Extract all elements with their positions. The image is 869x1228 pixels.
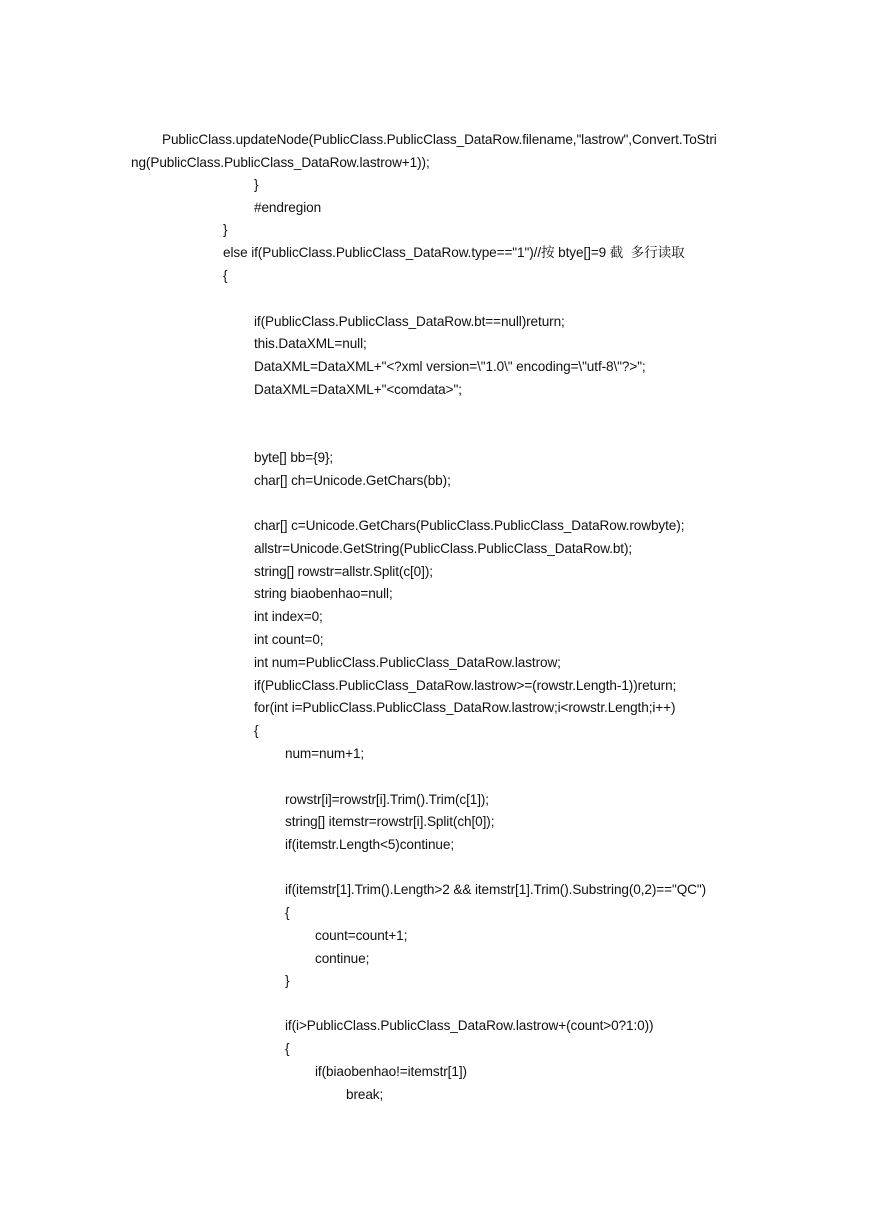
code-line-12: byte[] bb={9}; — [254, 450, 334, 465]
code-line-32: } — [285, 973, 290, 988]
code-line-14: char[] c=Unicode.GetChars(PublicClass.PublicClass_DataRow.rowbyte); — [254, 518, 685, 533]
code-line-9: this.DataXML=null; — [254, 336, 367, 351]
code-line-29: { — [285, 905, 290, 920]
code-line-19: int count=0; — [254, 632, 324, 647]
code-line-17: string biaobenhao=null; — [254, 586, 393, 601]
code-line-33: if(i>PublicClass.PublicClass_DataRow.lastrow+(count>0?1:0)) — [285, 1018, 654, 1033]
code-line-23: { — [254, 723, 259, 738]
code-line-34: { — [285, 1041, 290, 1056]
code-line-10: DataXML=DataXML+"<?xml version=\"1.0\" encoding=\"utf-8\"?>"; — [254, 359, 646, 374]
code-line-13: char[] ch=Unicode.GetChars(bb); — [254, 473, 451, 488]
code-line-6: else if(PublicClass.PublicClass_DataRow.type=="1")//按 btye[]=9 截 多行读取 — [223, 245, 685, 260]
code-line-16: string[] rowstr=allstr.Split(c[0]); — [254, 564, 433, 579]
code-line-26: string[] itemstr=rowstr[i].Split(ch[0]); — [285, 814, 495, 829]
code-line-21: if(PublicClass.PublicClass_DataRow.lastrow>=(rowstr.Length-1))return; — [254, 678, 677, 693]
code-line-8: if(PublicClass.PublicClass_DataRow.bt==null)return; — [254, 314, 565, 329]
code-line-4: #endregion — [254, 200, 322, 215]
code-line-25: rowstr[i]=rowstr[i].Trim().Trim(c[1]); — [285, 792, 489, 807]
code-line-7: { — [223, 268, 228, 283]
code-line-3: } — [254, 177, 259, 192]
code-line-5: } — [223, 222, 228, 237]
code-line-31: continue; — [315, 951, 370, 966]
code-line-18: int index=0; — [254, 609, 323, 624]
code-line-28: if(itemstr[1].Trim().Length>2 && itemstr[1].Trim().Substring(0,2)=="QC") — [285, 882, 707, 897]
code-line-11: DataXML=DataXML+"<comdata>"; — [254, 382, 462, 397]
code-line-30: count=count+1; — [315, 928, 408, 943]
code-line-36: break; — [346, 1087, 384, 1102]
code-line-15: allstr=Unicode.GetString(PublicClass.PublicClass_DataRow.bt); — [254, 541, 633, 556]
code-line-27: if(itemstr.Length<5)continue; — [285, 837, 455, 852]
code-line-35: if(biaobenhao!=itemstr[1]) — [315, 1064, 467, 1079]
code-line-24: num=num+1; — [285, 746, 365, 761]
code-line-20: int num=PublicClass.PublicClass_DataRow.lastrow; — [254, 655, 561, 670]
code-line-22: for(int i=PublicClass.PublicClass_DataRow.lastrow;i<rowstr.Length;i++) — [254, 700, 676, 715]
code-line-1: PublicClass.updateNode(PublicClass.PublicClass_DataRow.filename,"lastrow",Convert.ToStri — [162, 132, 717, 147]
code-line-2: ng(PublicClass.PublicClass_DataRow.lastrow+1)); — [131, 155, 430, 170]
